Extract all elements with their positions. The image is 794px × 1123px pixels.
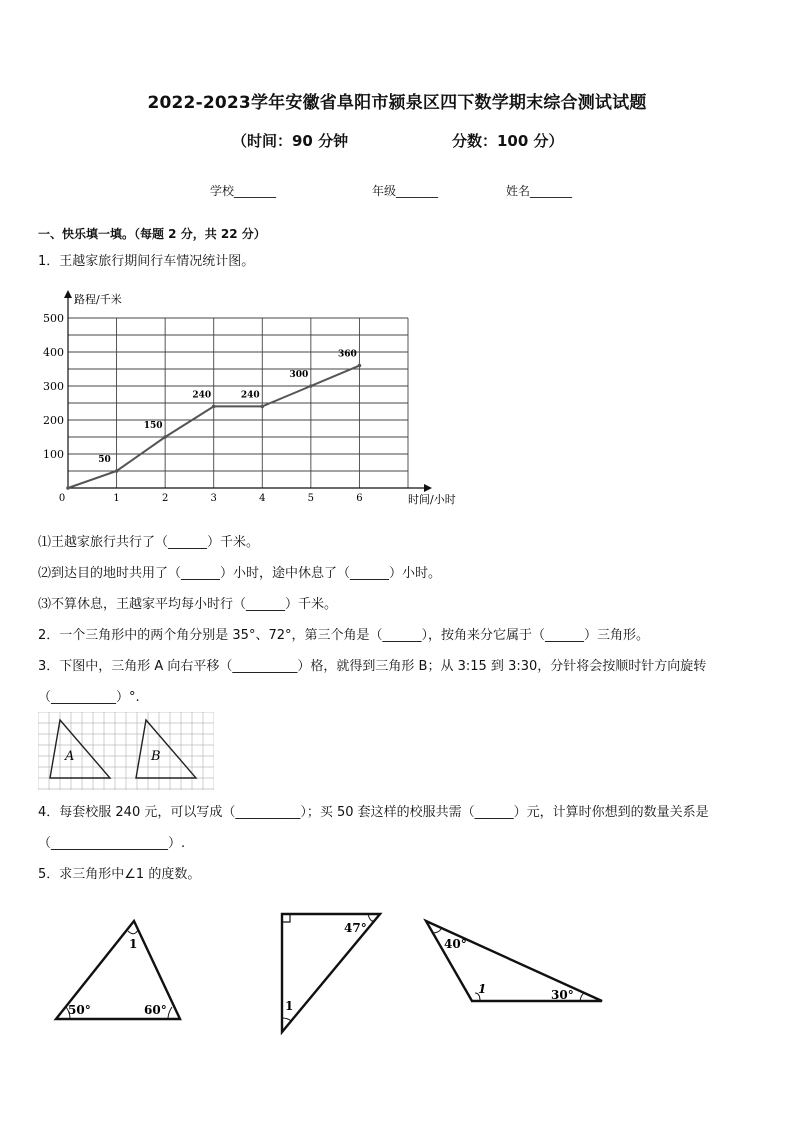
q2-text: 2．一个三角形中的两个角分别是 35°、72°，第三个角是（______），按角来分它属于（______）三角形。: [38, 628, 649, 643]
q5-text: 5．求三角形中∠1 的度数。: [38, 867, 201, 882]
chart-ticks: [43, 312, 363, 504]
x-axis-arrow: [424, 484, 432, 492]
triangle-1-top-arc: [128, 930, 138, 934]
x-tick-label: 2: [161, 493, 169, 504]
q3-line1: 3．下图中，三角形 A 向右平移（__________）格，就得到三角形 B；从 3:15 到 3:30，分针将会按顺时针方向旋转: [38, 659, 707, 674]
section-heading: 一、快乐填一填。（每题 2 分，共 22 分）: [38, 227, 266, 241]
y-tick-label: 400: [43, 346, 64, 359]
triangle-a: [50, 720, 110, 778]
y-axis-arrow: [64, 290, 72, 298]
q1-sub3: ⑶不算休息，王越家平均每小时行（______）千米。: [38, 597, 338, 612]
triangle-1-angle1: 1: [129, 937, 138, 951]
data-label: 240: [192, 390, 212, 401]
data-point: [163, 435, 167, 439]
triangle-1-right-angle: 60°: [144, 1003, 167, 1017]
page-title: 2022-2023学年安徽省阜阳市颍泉区四下数学期末综合测试试题: [147, 93, 647, 113]
x-tick-label: 1: [113, 493, 120, 504]
y-axis-label: 路程/千米: [74, 293, 122, 306]
triangle-1-right-arc: [168, 1007, 172, 1019]
triangle-2-top-angle: 47°: [344, 921, 367, 935]
triangle-b: [136, 720, 196, 778]
data-label: 240: [240, 390, 260, 401]
x-tick-label: 3: [210, 493, 217, 504]
grade-field: 年级_______: [372, 184, 439, 198]
q1-sub2: ⑵到达目的地时共用了（______）小时，途中休息了（______）小时。: [38, 566, 442, 581]
q4-line2: （__________________）.: [38, 836, 186, 851]
triangle-3-angle1: 1: [478, 982, 487, 996]
data-point: [212, 405, 216, 409]
data-point: [309, 384, 313, 388]
travel-line-chart: [30, 288, 480, 510]
triangle-3-figure: [420, 915, 610, 1010]
triangle-1-figure: [50, 915, 190, 1027]
x-tick-label: 4: [259, 493, 266, 504]
translation-grid-figure: [38, 712, 214, 790]
triangle-b-label: B: [151, 749, 161, 764]
triangle-3: [426, 921, 602, 1001]
q3-line2: （__________）°.: [38, 690, 140, 705]
x-tick-label: 6: [356, 493, 363, 504]
data-label: 150: [143, 421, 163, 431]
data-point: [260, 405, 264, 409]
y-tick-label: 500: [43, 312, 64, 325]
triangle-2-bottom-arc: [282, 1018, 291, 1021]
data-point: [358, 364, 362, 368]
triangle-1-left-angle: 50°: [68, 1003, 91, 1017]
chart-grid: [68, 318, 408, 488]
triangle-2-figure: [274, 908, 386, 1038]
x-axis-label: 时间/小时: [408, 493, 456, 506]
q1-sub1: ⑴王越家旅行共行了（______）千米。: [38, 535, 260, 550]
data-label: 360: [338, 349, 357, 360]
y-tick-label: 100: [43, 448, 64, 461]
name-field: 姓名_______: [506, 184, 573, 198]
q1-prompt: 1．王越家旅行期间行车情况统计图。: [38, 254, 255, 269]
q4-line1: 4．每套校服 240 元，可以写成（__________）；买 50 套这样的校服共需（______）元，计算时你想到的数量关系是: [38, 805, 709, 820]
data-label: 300: [289, 370, 309, 380]
time-label: （时间：90 分钟: [232, 132, 349, 150]
triangle-3-left-angle: 40°: [444, 937, 467, 951]
triangle-3-right-arc: [580, 993, 584, 1001]
triangle-2-angle1: 1: [285, 999, 294, 1013]
right-angle-mark: [282, 914, 290, 922]
data-label: 50: [98, 455, 111, 465]
x-tick-label: 5: [307, 493, 315, 504]
triangle-a-label: A: [65, 749, 75, 764]
score-label: 分数：100 分）: [452, 132, 564, 150]
data-point: [115, 469, 119, 473]
y-tick-label: 300: [43, 380, 64, 393]
y-tick-label: 200: [43, 414, 64, 427]
x-tick-label: 0: [58, 493, 66, 504]
triangle-3-right-angle: 30°: [551, 988, 574, 1002]
school-field: 学校_______: [210, 184, 277, 198]
data-point: [66, 486, 70, 490]
